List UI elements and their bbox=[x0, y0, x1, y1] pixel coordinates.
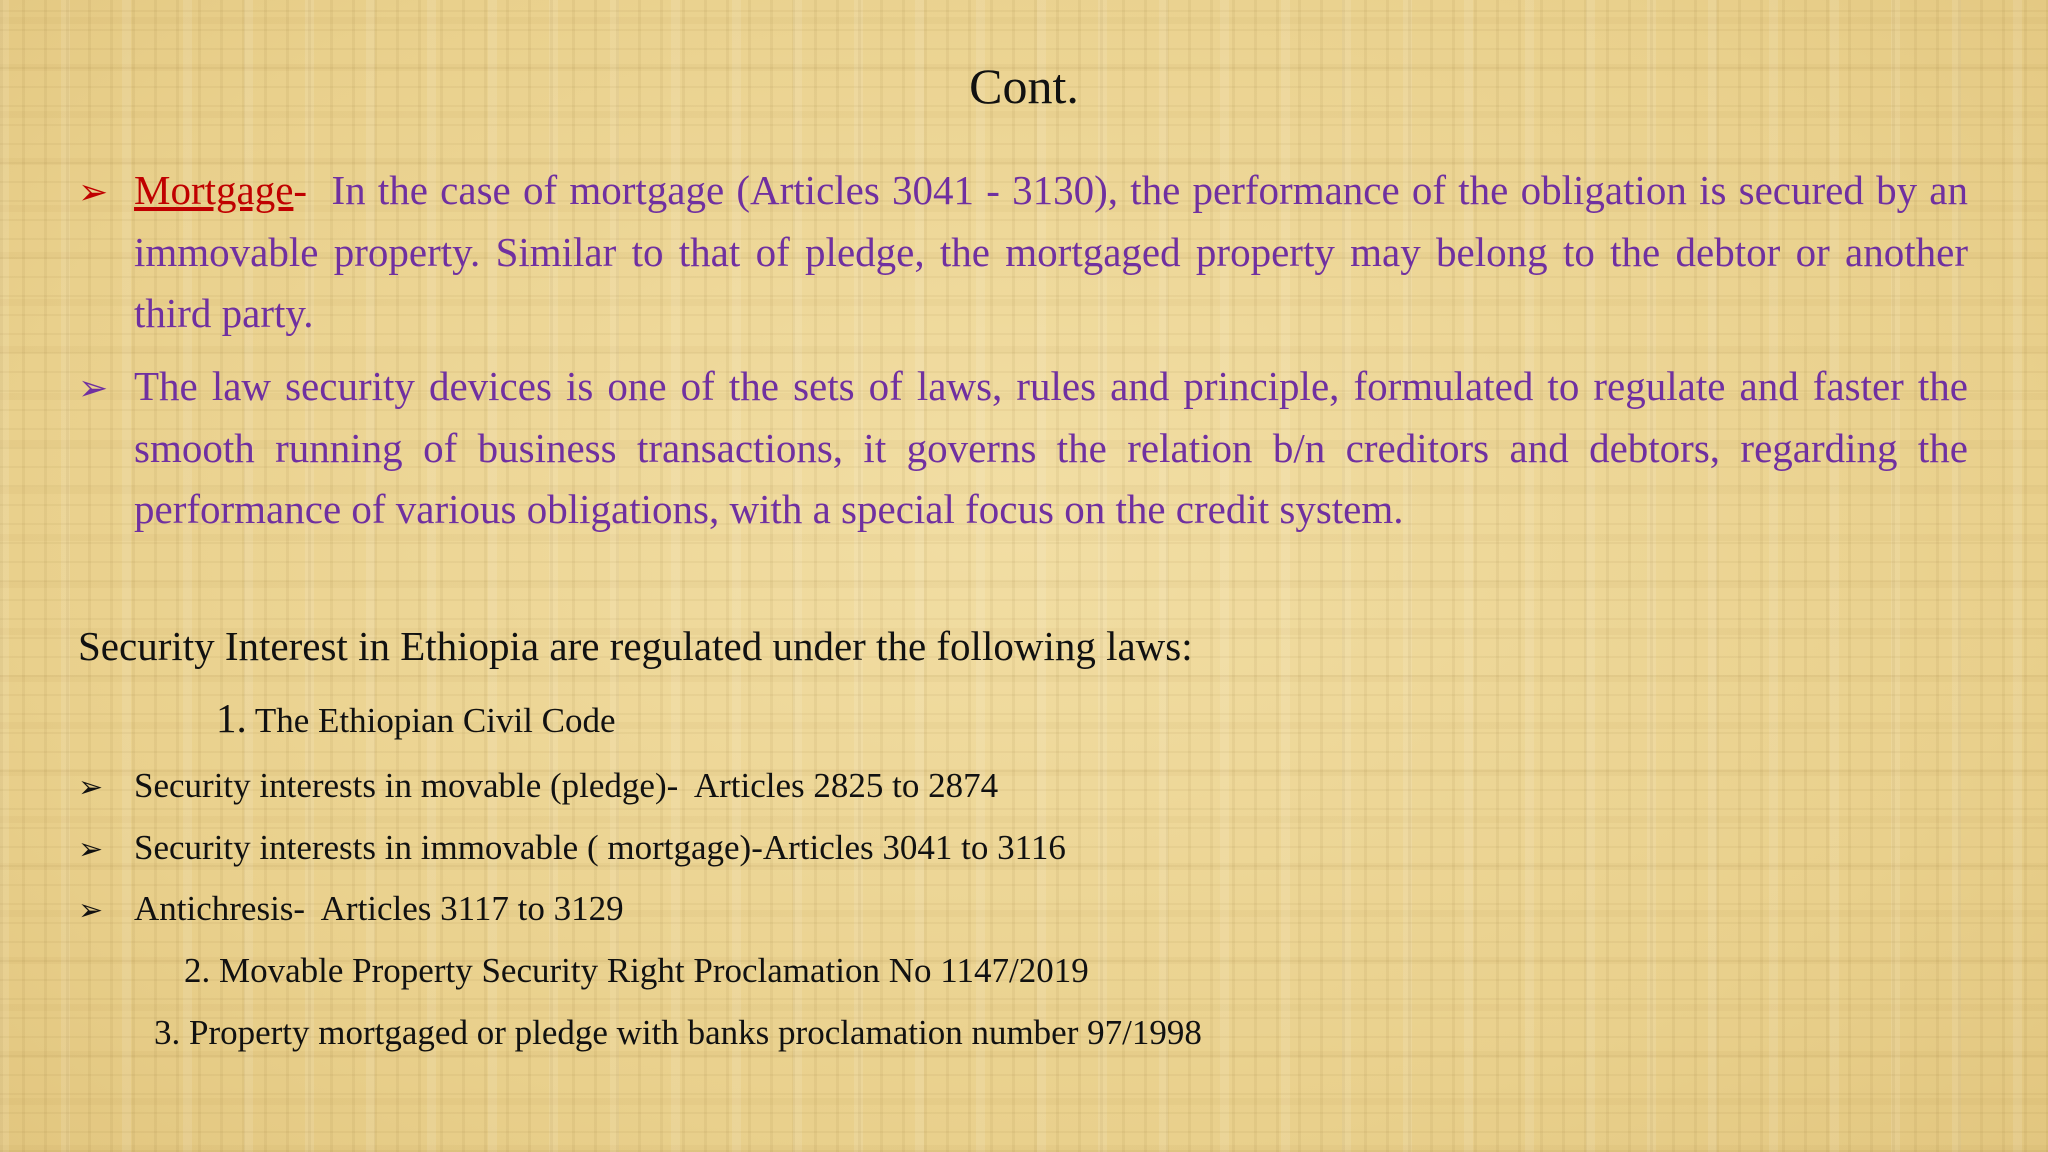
sub-bullet-text: Antichresis- Articles 3117 to 3129 bbox=[134, 889, 624, 928]
bullet-law-security-text: The law security devices is one of the sets of laws, rules and principle, formulated to regulate and faster the smooth running of business transactions, it governs the relation b/n creditors and debtors, regarding the performance of various obligations, with a special focus on the credit system. bbox=[134, 363, 1968, 532]
law-item-movable-proclamation: 2. Movable Property Security Right Proclamation No 1147/2019 bbox=[184, 951, 1089, 990]
law-item-civil-code bbox=[216, 692, 616, 747]
laws-heading: Security Interest in Ethiopia are regulated under the following laws: bbox=[78, 623, 1193, 669]
mortgage-dash: - bbox=[293, 167, 308, 213]
bullet-mortgage bbox=[78, 160, 1979, 345]
sub-bullet-text: Security interests in movable (pledge)- Articles 2825 to 2874 bbox=[134, 766, 999, 805]
sub-bullet-text: Security interests in immovable ( mortgage)-Articles 3041 to 3116 bbox=[134, 828, 1066, 867]
law-item-banks-proclamation: 3. Property mortgaged or pledge with banks proclamation number 97/1998 bbox=[154, 1013, 1202, 1052]
sub-bullet-movable bbox=[78, 760, 998, 812]
arrow-bullet-icon: ➢ bbox=[78, 832, 104, 867]
sub-bullet-antichresis bbox=[78, 883, 624, 935]
bullet-mortgage-text bbox=[134, 160, 1979, 345]
arrow-bullet-icon: ➢ bbox=[78, 172, 109, 213]
arrow-bullet-icon: ➢ bbox=[78, 770, 104, 805]
arrow-bullet-icon: ➢ bbox=[78, 893, 104, 928]
sub-bullet-immovable bbox=[78, 822, 1066, 874]
mortgage-description: In the case of mortgage (Articles 3041 - 3130), the performance of the obligation is secured by an immovable property. Similar to that of pledge, the mortgaged property may belong to the debtor or another third party. bbox=[134, 167, 1979, 336]
slide-title: Cont. bbox=[969, 58, 1079, 114]
arrow-bullet-icon: ➢ bbox=[78, 368, 109, 409]
mortgage-term: Mortgage bbox=[134, 167, 294, 213]
law-item-number: 1. bbox=[216, 695, 247, 741]
law-item-label: The Ethiopian Civil Code bbox=[254, 701, 616, 740]
bullet-law-security bbox=[78, 356, 1968, 541]
